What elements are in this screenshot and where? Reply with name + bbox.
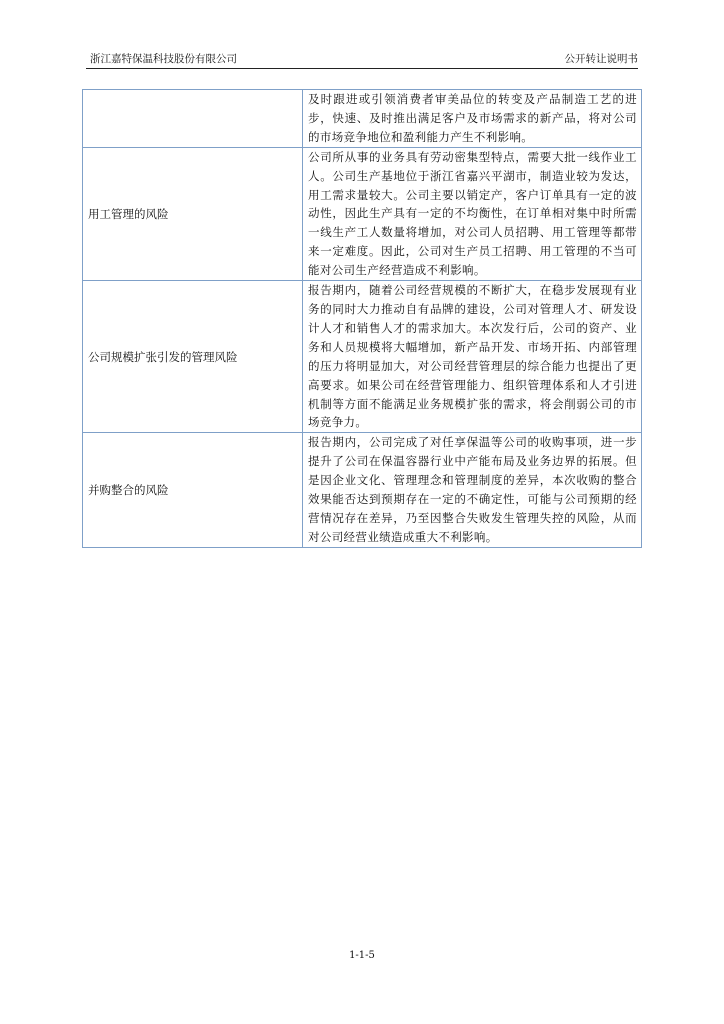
risk-description-cell: 公司所从事的业务具有劳动密集型特点，需要大批一线作业工人。公司生产基地位于浙江省嘉兴平湖市，制造业较为发达，用工需求量较大。公司主要以销定产，客户订单具有一定的波动性，因此生产具有一定的不均衡性，在订单相对集中时所需一线生产工人数量将增加，对公司人员招聘、用工管理等都带来一定难度。因此，公司对生产员工招聘、用工管理的不当可能对公司生产经营造成不利影响。 — [303, 147, 642, 280]
page-number: 1-1-5 — [349, 950, 375, 961]
document-title: 公开转让说明书 — [564, 53, 638, 65]
risk-description-cell: 报告期内，随着公司经营规模的不断扩大，在稳步发展现有业务的同时大力推动自有品牌的建设，公司对管理人才、研发设计人才和销售人才的需求加大。本次发行后，公司的资产、业务和人员规模将大幅增加，新产品开发、市场开拓、内部管理的压力将明显加大，对公司经营管理层的综合能力也提出了更高要求。如果公司在经营管理能力、组织管理体系和人才引进机制等方面不能满足业务规模扩张的需求，将会削弱公司的市场竞争力。 — [303, 281, 642, 433]
risk-description-cell: 及时跟进或引领消费者审美品位的转变及产品制造工艺的进步，快速、及时推出满足客户及市场需求的新产品，将对公司的市场竞争地位和盈利能力产生不利影响。 — [303, 90, 642, 148]
risk-table — [82, 89, 642, 548]
risk-description-cell: 报告期内，公司完成了对任享保温等公司的收购事项，进一步提升了公司在保温容器行业中产能布局及业务边界的拓展。但是因企业文化、管理理念和管理制度的差异，本次收购的整合效果能否达到预期存在一定的不确定性，可能与公司预期的经营情况存在差异，乃至因整合失败发生管理失控的风险，从而对公司经营业绩造成重大不利影响。 — [303, 433, 642, 547]
risk-name-cell: 公司规模扩张引发的管理风险 — [83, 281, 303, 433]
table-row — [83, 281, 642, 433]
risk-name-cell: 用工管理的风险 — [83, 147, 303, 280]
company-name: 浙江嘉特保温科技股份有限公司 — [90, 53, 237, 65]
risk-name-cell — [83, 90, 303, 148]
risk-name-cell: 并购整合的风险 — [83, 433, 303, 547]
table-row — [83, 433, 642, 547]
header-divider — [86, 68, 638, 69]
table-row — [83, 147, 642, 280]
page-header — [86, 52, 638, 68]
table-row — [83, 90, 642, 148]
